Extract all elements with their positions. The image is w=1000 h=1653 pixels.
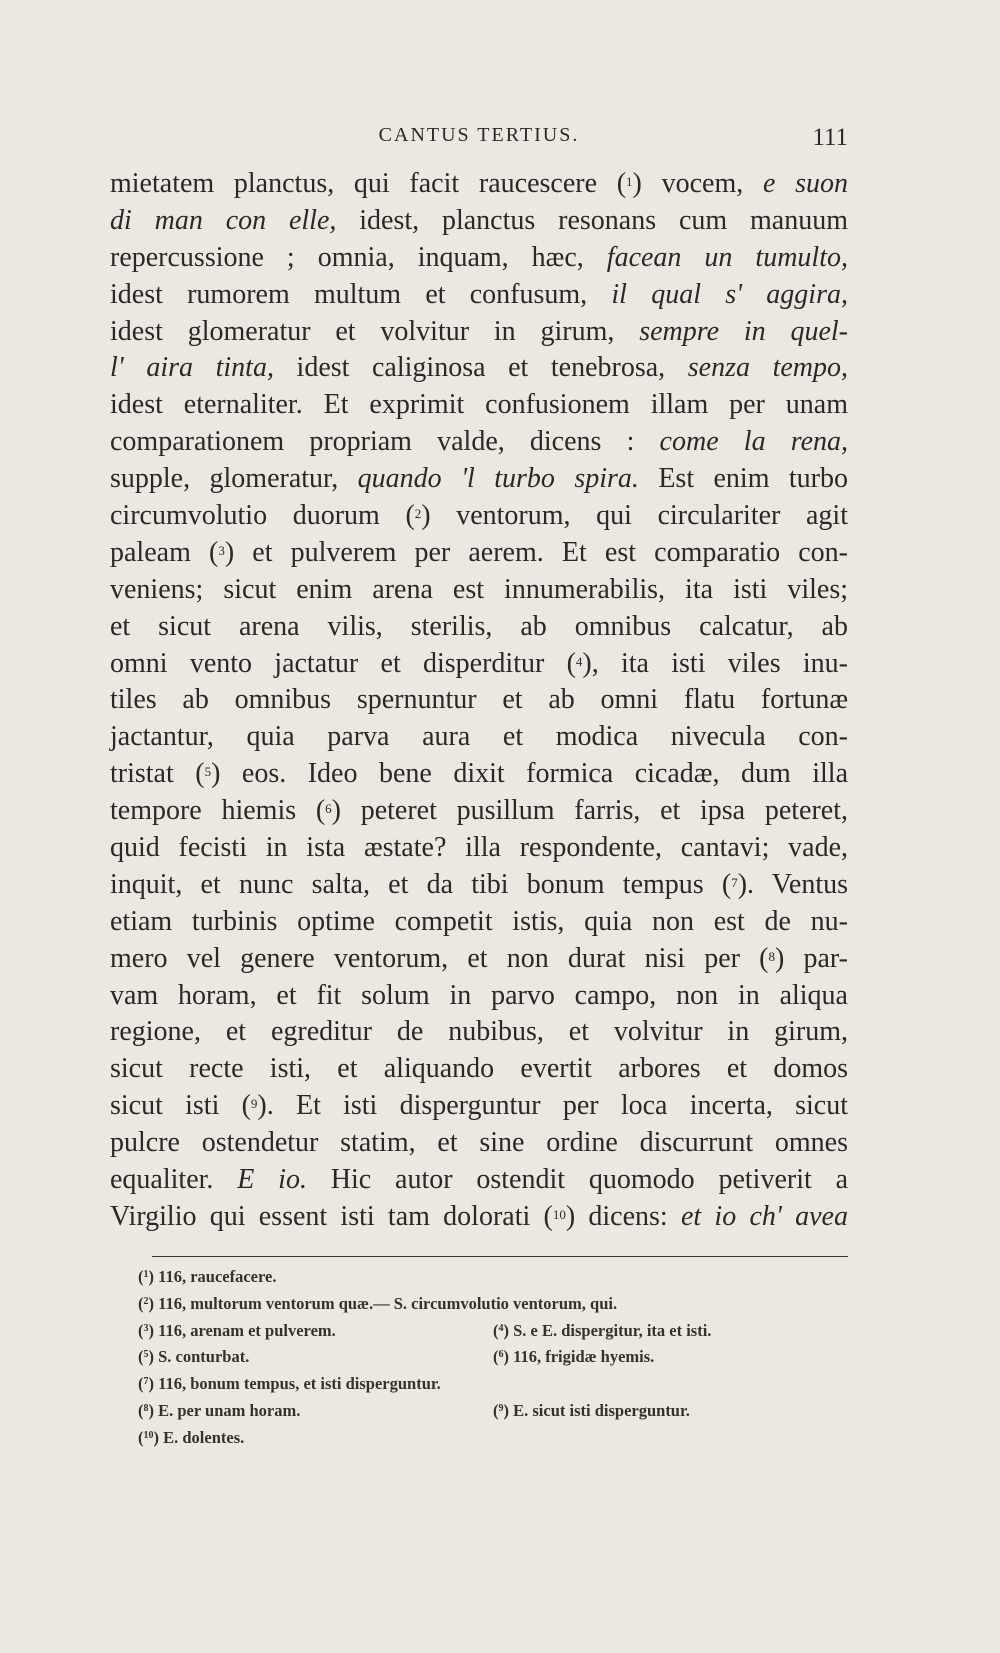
text-line bbox=[110, 867, 848, 904]
text-line bbox=[110, 572, 848, 609]
footnote-row bbox=[138, 1398, 858, 1425]
footnote-ref: 2 bbox=[143, 1295, 149, 1307]
footnote-ref: 5 bbox=[143, 1349, 149, 1361]
text-run: vam horam, et fit solum in parvo campo, non in aliqua bbox=[110, 979, 848, 1011]
footnote bbox=[138, 1371, 441, 1398]
text-run: idest glomeratur et volvitur in girum, bbox=[110, 315, 640, 347]
footnote bbox=[138, 1318, 493, 1345]
text-run: ) vocem, bbox=[632, 168, 763, 199]
page-number: 111 bbox=[812, 124, 848, 151]
text-line bbox=[110, 166, 848, 203]
text-line bbox=[110, 793, 848, 830]
text-run: ) 116, bonum tempus, et isti disperguntur. bbox=[148, 1374, 441, 1394]
text-run: Est enim turbo bbox=[638, 463, 849, 495]
text-run: regione, et egreditur de nubibus, et volvitur in girum, bbox=[110, 1016, 848, 1048]
text-run: ( bbox=[138, 1320, 144, 1340]
italic-quote: l' aira tinta, bbox=[110, 352, 274, 384]
text-run: ) E. per unam horam. bbox=[148, 1400, 301, 1420]
text-line bbox=[110, 314, 848, 351]
text-run: tiles ab omnibus spernuntur et ab omni flatu fortunæ bbox=[110, 684, 848, 716]
text-line bbox=[110, 1014, 848, 1051]
italic-quote: et io ch' avea bbox=[680, 1200, 848, 1232]
footnote-row bbox=[138, 1291, 858, 1318]
italic-quote: E io. bbox=[237, 1164, 307, 1196]
italic-quote: facean un tumulto, bbox=[606, 241, 848, 273]
italic-quote: senza tempo, bbox=[687, 352, 848, 384]
text-run: Virgilio qui essent isti tam dolorati ( bbox=[110, 1200, 553, 1232]
footnote-ref: 6 bbox=[498, 1349, 504, 1361]
text-run: quid fecisti in ista æstate? illa respondente, cantavi; vade, bbox=[110, 832, 848, 864]
text-run: ) S. conturbat. bbox=[148, 1347, 250, 1367]
text-run: ( bbox=[493, 1320, 499, 1340]
footnote-ref: 7 bbox=[143, 1376, 149, 1388]
footnote bbox=[493, 1398, 690, 1425]
footnote-row bbox=[138, 1344, 858, 1371]
text-run: circumvolutio duorum ( bbox=[110, 500, 415, 532]
text-run: ( bbox=[138, 1267, 144, 1286]
text-line bbox=[110, 1162, 848, 1199]
italic-quote: il qual s' aggira, bbox=[611, 278, 848, 310]
footnote-ref: 10 bbox=[143, 1429, 154, 1441]
footnote-ref: 4 bbox=[575, 653, 583, 669]
text-run: ( bbox=[138, 1400, 144, 1420]
italic-quote: come la rena, bbox=[659, 426, 849, 458]
footnote-ref: 3 bbox=[143, 1322, 149, 1334]
footnote-ref: 9 bbox=[250, 1096, 258, 1112]
text-run: ( bbox=[138, 1374, 144, 1394]
text-run: inquit, et nunc salta, et da tibi bonum tempus ( bbox=[110, 868, 732, 900]
text-line bbox=[110, 424, 848, 461]
text-run: veniens; sicut enim arena est innumerabilis, ita isti viles; bbox=[110, 573, 848, 605]
footnote-ref: 10 bbox=[552, 1206, 566, 1222]
text-line bbox=[110, 719, 848, 756]
text-run: paleam ( bbox=[110, 536, 219, 568]
text-run: jactantur, quia parva aura et modica nivecula con- bbox=[110, 721, 848, 753]
footnote-ref: 9 bbox=[498, 1402, 504, 1414]
footnote-ref: 1 bbox=[626, 174, 633, 189]
text-run: tempore hiemis ( bbox=[110, 795, 326, 827]
text-run: ) 116, arenam et pulverem. bbox=[148, 1320, 336, 1340]
text-run: ) E. dolentes. bbox=[153, 1427, 245, 1447]
body-text bbox=[110, 166, 848, 1236]
text-line bbox=[110, 830, 848, 867]
footnote-ref: 5 bbox=[204, 764, 212, 780]
text-run: supple, glomeratur, bbox=[110, 463, 358, 495]
footnote-row bbox=[138, 1425, 858, 1452]
text-run: mero vel genere ventorum, et non durat nisi per ( bbox=[110, 942, 769, 974]
text-line bbox=[110, 978, 848, 1015]
text-run: ( bbox=[138, 1293, 144, 1313]
text-run: equaliter. bbox=[110, 1164, 238, 1196]
text-line bbox=[110, 535, 848, 572]
text-run: ) et pulverem per aerem. Et est comparatio con- bbox=[224, 536, 849, 568]
text-line bbox=[110, 646, 848, 683]
text-run: ( bbox=[138, 1347, 144, 1367]
footnote-ref: 7 bbox=[731, 874, 738, 890]
text-run: ) E. sicut isti disperguntur. bbox=[503, 1400, 690, 1420]
footnote-ref: 4 bbox=[498, 1322, 504, 1334]
text-line bbox=[110, 277, 848, 314]
text-line bbox=[110, 1051, 848, 1088]
text-run: idest, planctus resonans cum manuum bbox=[336, 204, 848, 236]
text-line bbox=[110, 756, 848, 793]
text-line bbox=[110, 1125, 848, 1162]
text-run: repercussione ; omnia, inquam, hæc, bbox=[110, 241, 607, 273]
text-run: ( bbox=[493, 1347, 499, 1367]
footnotes bbox=[138, 1264, 858, 1452]
text-run: ) ventorum, qui circulariter agit bbox=[421, 500, 848, 532]
text-run: ). Et isti disperguntur per loca incerta, sicut bbox=[257, 1090, 848, 1122]
footnote-row bbox=[138, 1371, 858, 1398]
text-run: ( bbox=[138, 1427, 144, 1447]
footnote-rule bbox=[152, 1256, 848, 1257]
text-run: ) dicens: bbox=[565, 1200, 681, 1232]
text-run: ) peteret pusillum farris, et ipsa peteret, bbox=[331, 795, 848, 827]
text-run: Hic autor ostendit quomodo petiverit a bbox=[306, 1164, 849, 1196]
text-line bbox=[110, 240, 848, 277]
footnote-ref: 8 bbox=[768, 948, 775, 964]
text-line bbox=[110, 498, 848, 535]
text-line bbox=[110, 387, 848, 424]
text-run: ) 116, frigidæ hyemis. bbox=[503, 1347, 655, 1367]
text-run: omni vento jactatur et disperditur ( bbox=[110, 647, 576, 679]
footnote-ref: 8 bbox=[143, 1402, 149, 1414]
text-run: ). Ventus bbox=[737, 868, 848, 900]
text-run: pulcre ostendetur statim, et sine ordine discurrunt omnes bbox=[110, 1127, 848, 1159]
text-run: sicut isti ( bbox=[110, 1090, 251, 1122]
text-line bbox=[110, 941, 848, 978]
italic-quote: quando 'l turbo spira. bbox=[357, 463, 639, 495]
text-run: comparationem propriam valde, dicens : bbox=[110, 426, 660, 458]
footnote-ref: 3 bbox=[218, 542, 225, 558]
footnote-ref: 1 bbox=[143, 1269, 149, 1280]
text-run: et sicut arena vilis, sterilis, ab omnibus calcatur, ab bbox=[110, 610, 848, 642]
footnote-row bbox=[138, 1264, 858, 1291]
footnote bbox=[138, 1344, 493, 1371]
text-run: ), ita isti viles inu- bbox=[582, 647, 848, 679]
text-run: ( bbox=[493, 1400, 499, 1420]
text-run: idest eternaliter. Et exprimit confusionem illam per unam bbox=[110, 389, 848, 421]
footnote-row bbox=[138, 1318, 858, 1345]
italic-quote: sempre in quel- bbox=[639, 315, 848, 347]
footnote bbox=[138, 1398, 493, 1425]
text-line bbox=[110, 203, 848, 240]
text-run: sicut recte isti, et aliquando evertit arbores et domos bbox=[110, 1053, 848, 1085]
footnote bbox=[493, 1344, 654, 1371]
running-header bbox=[110, 124, 848, 152]
text-run: etiam turbinis optime competit istis, quia non est de nu- bbox=[110, 905, 848, 937]
footnote bbox=[493, 1318, 711, 1345]
footnote-ref: 2 bbox=[414, 506, 422, 522]
text-run: mietatem planctus, qui facit raucescere ( bbox=[110, 168, 627, 199]
running-title: CANTUS TERTIUS. bbox=[378, 124, 580, 146]
text-run: idest rumorem multum et confusum, bbox=[110, 278, 612, 310]
italic-quote: e suon bbox=[762, 168, 848, 199]
text-run: tristat ( bbox=[110, 758, 205, 790]
text-run: ) par- bbox=[774, 942, 848, 974]
text-line bbox=[110, 609, 848, 646]
footnote-ref: 6 bbox=[325, 801, 332, 817]
text-line bbox=[110, 1088, 848, 1125]
text-line bbox=[110, 1199, 848, 1236]
text-run: ) 116, multorum ventorum quæ.— S. circumvolutio ventorum, qui. bbox=[148, 1293, 618, 1313]
text-run: ) S. e E. dispergitur, ita et isti. bbox=[503, 1320, 712, 1340]
footnote bbox=[138, 1291, 617, 1318]
text-line bbox=[110, 682, 848, 719]
text-line bbox=[110, 461, 848, 498]
text-run: idest caliginosa et tenebrosa, bbox=[273, 352, 688, 384]
italic-quote: di man con elle, bbox=[110, 204, 337, 236]
text-run: ) 116, raucefacere. bbox=[148, 1267, 277, 1286]
footnote bbox=[138, 1425, 244, 1452]
footnote bbox=[138, 1264, 276, 1291]
text-line bbox=[110, 350, 848, 387]
text-run: ) eos. Ideo bene dixit formica cicadæ, dum illa bbox=[211, 758, 848, 790]
text-line bbox=[110, 904, 848, 941]
